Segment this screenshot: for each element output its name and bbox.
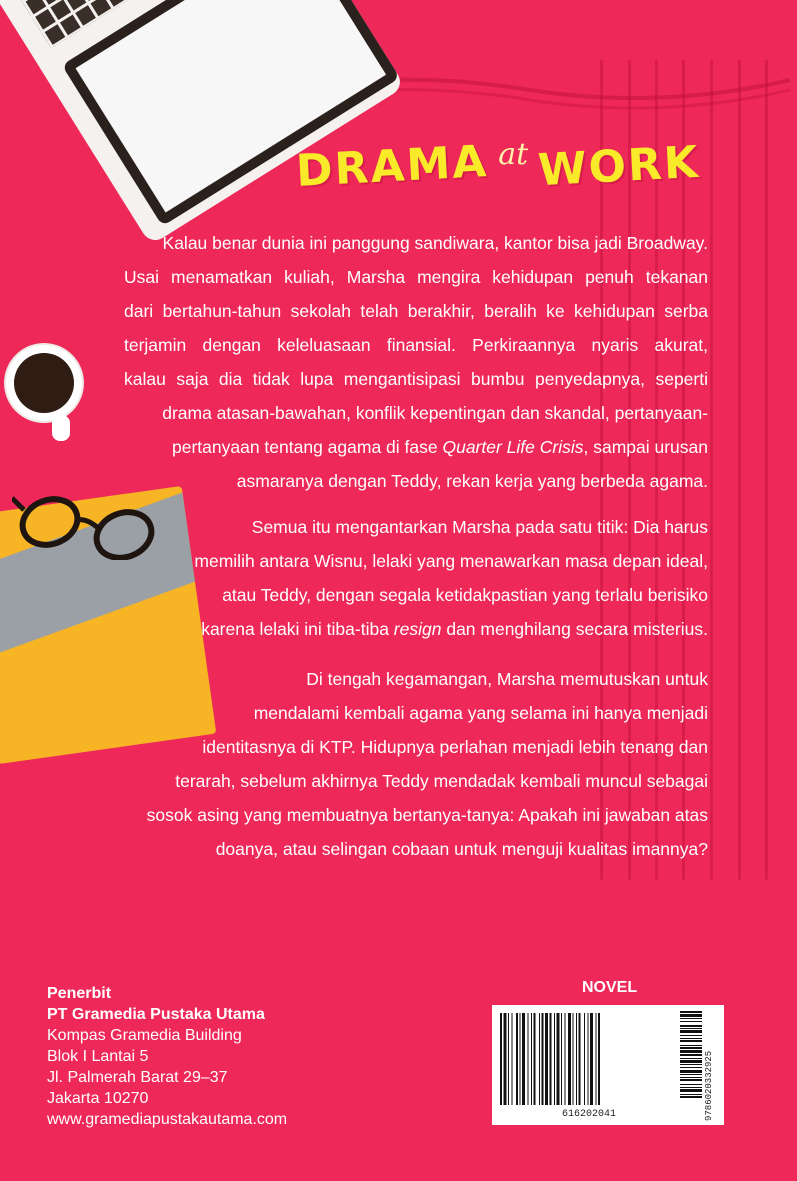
blurb-line: atau Teddy, dengan segala ketidakpastian yang terlalu berisiko <box>222 585 708 605</box>
blurb-line: mendalami kembali agama yang selama ini hanya menjadi <box>253 703 708 723</box>
publisher-address-line: Jl. Palmerah Barat 29–37 <box>47 1069 228 1086</box>
blurb-line: asmaranya dengan Teddy, rekan kerja yang berbeda agama. <box>236 471 708 491</box>
blurb-line: terjamin dengan keleluasaan finansial. Perkiraannya nyaris akurat, <box>124 335 708 355</box>
blurb-line: dari bertahun-tahun sekolah telah berakhir, beralih ke kehidupan serba <box>124 301 708 321</box>
isbn-barcode-icon <box>680 1011 702 1121</box>
blurb-line: identitasnya di KTP. Hidupnya perlahan menjadi lebih tenang dan <box>202 737 708 757</box>
book-title <box>294 112 706 197</box>
publisher-info <box>47 983 287 1130</box>
publisher-address-line: Jakarta 10270 <box>47 1090 149 1107</box>
title-word-drama: DRAMA <box>294 136 490 197</box>
blurb-line: terarah, sebelum akhirnya Teddy mendadak kembali muncul sebagai <box>175 771 708 791</box>
title-word-at: at <box>498 137 529 172</box>
barcode-icon <box>500 1013 672 1113</box>
blurb-paragraph-2 <box>124 510 708 646</box>
publisher-label: Penerbit <box>47 985 112 1002</box>
publisher-address-line: Blok I Lantai 5 <box>47 1048 149 1065</box>
barcode-box <box>492 1005 724 1125</box>
blurb-italic-phrase: Quarter Life Crisis <box>442 437 584 457</box>
blurb-line: karena lelaki ini tiba-tiba resign dan menghilang secara misterius. <box>201 619 708 639</box>
blurb-line: sosok asing yang membuatnya bertanya-tanya: Apakah ini jawaban atas <box>146 805 708 825</box>
title-word-work: WORK <box>537 136 702 197</box>
blurb-line: Usai menamatkan kuliah, Marsha mengira kehidupan penuh tekanan <box>124 267 708 287</box>
blurb-line: kalau saja dia tidak lupa mengantisipasi bumbu penyedapnya, seperti <box>124 369 708 389</box>
coffee-cup-illustration <box>6 345 82 421</box>
blurb-line: doanya, atau selingan cobaan untuk menguji kualitas imannya? <box>215 839 708 859</box>
publisher-website: www.gramediapustakautama.com <box>47 1111 288 1128</box>
blurb-line: drama atasan-bawahan, konflik kepentingan dan skandal, pertanyaan- <box>162 403 708 423</box>
barcode-number: 616202041 <box>562 1109 617 1120</box>
publisher-name: PT Gramedia Pustaka Utama <box>47 1006 265 1023</box>
blurb-paragraph-3 <box>124 662 708 866</box>
isbn-barcode <box>680 1011 714 1121</box>
blurb-line: pertanyaan tentang agama di fase Quarter Life Crisis, sampai urusan <box>171 437 708 457</box>
isbn-number: 9786020332925 <box>704 1050 714 1121</box>
blurb-line: Kalau benar dunia ini panggung sandiwara, kantor bisa jadi Broadway. <box>162 233 708 253</box>
genre-label: NOVEL <box>582 979 638 996</box>
blurb-paragraph-1 <box>124 226 708 498</box>
blurb-italic-word: resign <box>393 619 442 639</box>
blurb-line: Semua itu mengantarkan Marsha pada satu titik: Dia harus <box>251 517 708 537</box>
publisher-address-line: Kompas Gramedia Building <box>47 1027 242 1044</box>
blurb-line: Di tengah kegamangan, Marsha memutuskan untuk <box>306 669 708 689</box>
blurb-line: memilih antara Wisnu, lelaki yang menawarkan masa depan ideal, <box>194 551 708 571</box>
